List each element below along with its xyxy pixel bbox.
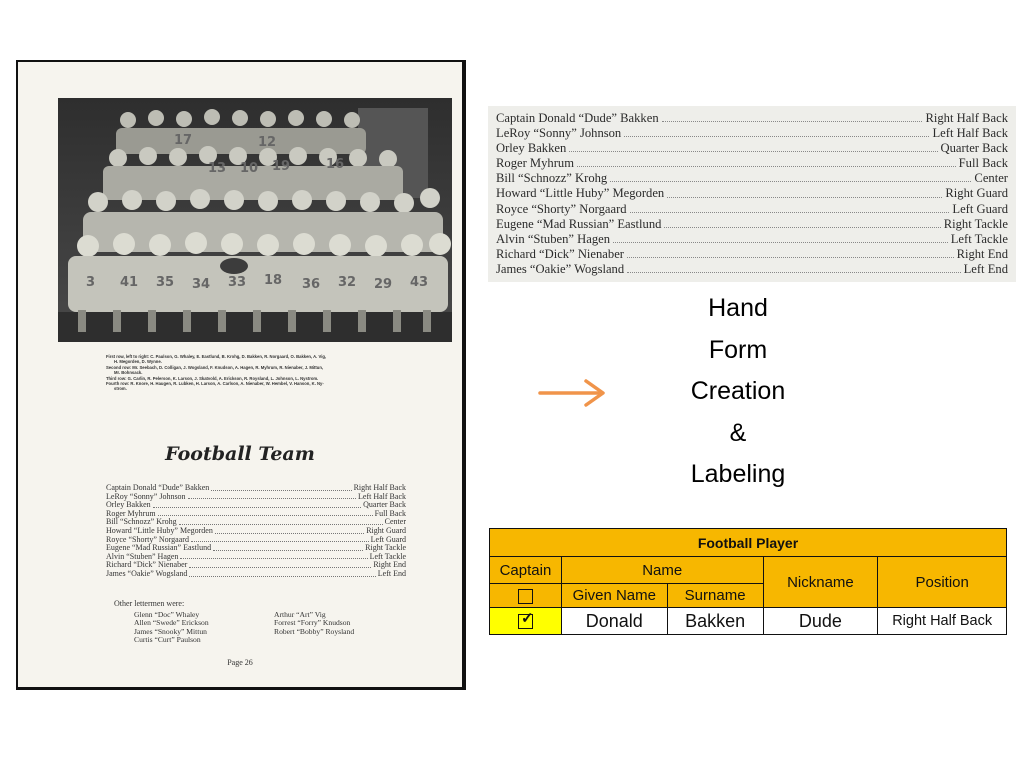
lettermen-left-column	[134, 611, 284, 645]
roster-row	[496, 217, 1008, 232]
caption-line: strom.	[114, 386, 127, 392]
roster-player-position: Left Guard	[952, 201, 1008, 216]
roster-player-position: Center	[384, 517, 406, 527]
roster-player-name: Bill “Schnozz” Krohg	[106, 517, 177, 527]
leader-dots	[158, 510, 373, 517]
football-player-form	[489, 528, 1007, 635]
roster-player-name: Howard “Little Huby” Megorden	[496, 186, 665, 201]
roster-player-position: Quarter Back	[363, 500, 406, 510]
roster-player-position: Left Tackle	[950, 231, 1008, 246]
process-label-line: Hand	[708, 294, 768, 322]
leader-dots	[153, 501, 361, 508]
svg-text:10: 10	[240, 161, 259, 176]
caption-line: H. Megorden, D. Wynne.	[114, 359, 162, 365]
roster-player-name: Eugene “Mad Russian” Eastlund	[106, 543, 212, 553]
lettermen-right-column	[274, 611, 424, 636]
caption-line: Second row: Mr. Seebach, D. Colligan, J. Wogsland, F. Knudson, A. Hagen, R. Myhrum, R. Nienaber, J. Mittun,	[106, 364, 324, 370]
roster-player-position: Right Half Back	[925, 111, 1008, 125]
leader-dots	[630, 202, 950, 213]
name-header: Name	[561, 557, 763, 584]
checkmark-icon: ✓	[520, 610, 534, 628]
roster-player-position: Right Guard	[945, 186, 1008, 201]
photo-caption	[106, 354, 406, 392]
process-label-line: &	[729, 418, 747, 447]
position-value[interactable]: Right Half Back	[878, 608, 1007, 635]
svg-text:34: 34	[192, 277, 211, 292]
letterman-name: Allen “Swede” Erickson	[134, 618, 209, 628]
roster-player-position: Center	[974, 171, 1008, 186]
leader-dots	[180, 553, 367, 560]
roster-player-position: Right End	[956, 246, 1008, 261]
process-label-line: Form	[708, 335, 768, 364]
roster-player-name: Captain Donald “Dude” Bakken	[496, 111, 659, 125]
other-lettermen-title: Other lettermen were:	[114, 599, 185, 608]
roster-player-name: Roger Myhrum	[496, 156, 575, 171]
letterman-name: Forrest “Forry” Knudson	[274, 618, 351, 628]
football-team-title: Football Team	[165, 443, 315, 465]
svg-text:17: 17	[174, 133, 193, 148]
svg-text:43: 43	[410, 275, 429, 290]
roster-player-name: Alvin “Stuben” Hagen	[106, 551, 179, 561]
given-name-value[interactable]: Donald	[561, 608, 667, 635]
leader-dots	[577, 156, 956, 167]
letterman-name: James “Snooky” Mittun	[134, 626, 207, 636]
leader-dots	[667, 186, 942, 197]
roster-player-name: Richard “Dick” Nienaber	[496, 246, 624, 261]
caption-line: First row, left to right: C. Paulson, G. Whaley, E. Eastlund, B. Krohg, D. Bakken, R. Norgaard, O. Bakken, A. Vig,	[106, 354, 327, 359]
given-name-header: Given Name	[561, 584, 667, 608]
roster-row	[496, 232, 1008, 247]
roster-player-position: Full Back	[374, 508, 406, 518]
position-header: Position	[878, 557, 1007, 608]
page-number: Page 26	[227, 658, 253, 667]
leader-dots	[613, 232, 948, 243]
leader-dots	[188, 493, 356, 500]
roster-player-position: Right End	[373, 560, 406, 570]
leader-dots	[213, 544, 363, 551]
svg-text:19: 19	[272, 159, 291, 174]
roster-player-name: Bill “Schnozz” Krohg	[496, 171, 608, 186]
roster-player-position: Left Half Back	[932, 126, 1008, 141]
roster-row	[496, 126, 1008, 141]
process-label-line: Creation	[690, 377, 786, 405]
leader-dots	[189, 561, 371, 568]
team-photo	[58, 98, 452, 342]
roster-player-name: Alvin “Stuben” Hagen	[496, 231, 611, 246]
leader-dots	[215, 527, 364, 534]
letterman-name: Curtis “Curt” Paulson	[134, 635, 201, 645]
roster-player-position: Left Tackle	[369, 551, 406, 561]
svg-text:35: 35	[156, 275, 175, 290]
caption-line: Mr. Bohnsack.	[114, 370, 143, 376]
roster-row	[496, 186, 1008, 201]
yearbook-page-scan	[16, 60, 466, 690]
roster-player-name: Royce “Shorty” Norgaard	[106, 534, 189, 544]
roster-player-position: Left End	[377, 568, 406, 578]
svg-text:12: 12	[258, 135, 277, 150]
leader-dots	[662, 111, 923, 122]
roster-player-name: Howard “Little Huby” Megorden	[106, 525, 213, 535]
empty-checkbox-icon	[518, 589, 533, 604]
roster-row	[496, 202, 1008, 217]
roster-row	[106, 493, 406, 502]
surname-header: Surname	[667, 584, 763, 608]
leader-dots	[191, 536, 369, 543]
nickname-value[interactable]: Dude	[763, 608, 878, 635]
svg-text:41: 41	[120, 275, 139, 290]
right-arrow-icon	[538, 376, 608, 410]
svg-text:29: 29	[374, 277, 393, 292]
roster-player-position: Right Tackle	[943, 216, 1008, 231]
svg-text:3: 3	[86, 275, 96, 290]
roster-player-position: Left End	[963, 261, 1008, 276]
roster-player-position: Right Guard	[366, 525, 406, 535]
leader-dots	[624, 126, 929, 137]
leader-dots	[189, 570, 375, 577]
roster-row	[496, 156, 1008, 171]
roster-player-name: Eugene “Mad Russian” Eastlund	[496, 216, 662, 231]
captain-cell	[490, 608, 562, 635]
svg-text:32: 32	[338, 275, 357, 290]
letterman-name: Glenn “Doc” Whaley	[134, 610, 200, 619]
captain-header: Captain	[490, 557, 562, 584]
leader-dots	[664, 217, 940, 228]
roster-row	[496, 247, 1008, 262]
roster-player-name: James “Oakie” Wogsland	[496, 261, 625, 276]
roster-player-name: Orley Bakken	[106, 500, 151, 510]
leader-dots	[627, 262, 960, 273]
svg-text:18: 18	[264, 273, 283, 288]
surname-value[interactable]: Bakken	[667, 608, 763, 635]
roster-player-name: Richard “Dick” Nienaber	[106, 560, 188, 570]
roster-row	[496, 141, 1008, 156]
svg-text:33: 33	[228, 275, 247, 290]
svg-text:16: 16	[326, 157, 345, 172]
roster-player-position: Quarter Back	[940, 141, 1008, 156]
roster-row	[496, 171, 1008, 186]
caption-line: Third row: G. Carlin, R. Pelerson, K. Larson, J. Skatvold, A. Erickson, R. Roysland, L. Johnson, L. Nystrom.	[106, 375, 319, 381]
roster-player-name: LeRoy “Sonny” Johnson	[496, 126, 622, 141]
svg-text:36: 36	[302, 277, 321, 292]
captain-checkbox[interactable]	[518, 610, 534, 629]
roster-player-position: Full Back	[958, 156, 1008, 171]
roster-player-name: Royce “Shorty” Norgaard	[496, 201, 627, 216]
nickname-header: Nickname	[763, 557, 878, 608]
form-title: Football Player	[490, 529, 1007, 557]
roster-player-name: LeRoy “Sonny” Johnson	[106, 491, 186, 501]
zoomed-roster	[488, 106, 1016, 282]
roster-player-position: Right Tackle	[365, 543, 406, 553]
roster-player-position: Left Guard	[370, 534, 406, 544]
leader-dots	[610, 171, 971, 182]
roster-row	[496, 262, 1008, 277]
roster-player-position: Left Half Back	[358, 491, 406, 501]
roster-player-name: James “Oakie” Wogsland	[106, 568, 188, 578]
roster-row	[496, 111, 1008, 126]
yearbook-paper	[18, 62, 462, 687]
roster-player-position: Right Half Back	[353, 483, 406, 492]
leader-dots	[627, 247, 954, 258]
process-label	[668, 288, 808, 496]
leader-dots	[211, 484, 351, 491]
yearbook-roster	[106, 484, 406, 579]
roster-row	[106, 570, 406, 579]
captain-checkbox-legend	[490, 584, 562, 608]
roster-player-name: Roger Myhrum	[106, 508, 156, 518]
process-label-line: Labeling	[690, 460, 786, 488]
leader-dots	[179, 518, 383, 525]
letterman-name: Arthur “Art” Vig	[274, 610, 326, 619]
caption-line: Fourth row: R. Knore, H. Haugen, R. Lubken, H. Larson, A. Carlson, A. Nienaber, W. Hembel, V. Hanson, K. Ny-	[106, 381, 324, 387]
roster-player-name: Captain Donald “Dude” Bakken	[106, 483, 210, 492]
letterman-name: Robert “Bobby” Roysland	[274, 626, 355, 636]
svg-text:13: 13	[208, 161, 227, 176]
roster-player-name: Orley Bakken	[496, 141, 567, 156]
leader-dots	[569, 141, 937, 152]
team-photo-image	[58, 98, 452, 342]
